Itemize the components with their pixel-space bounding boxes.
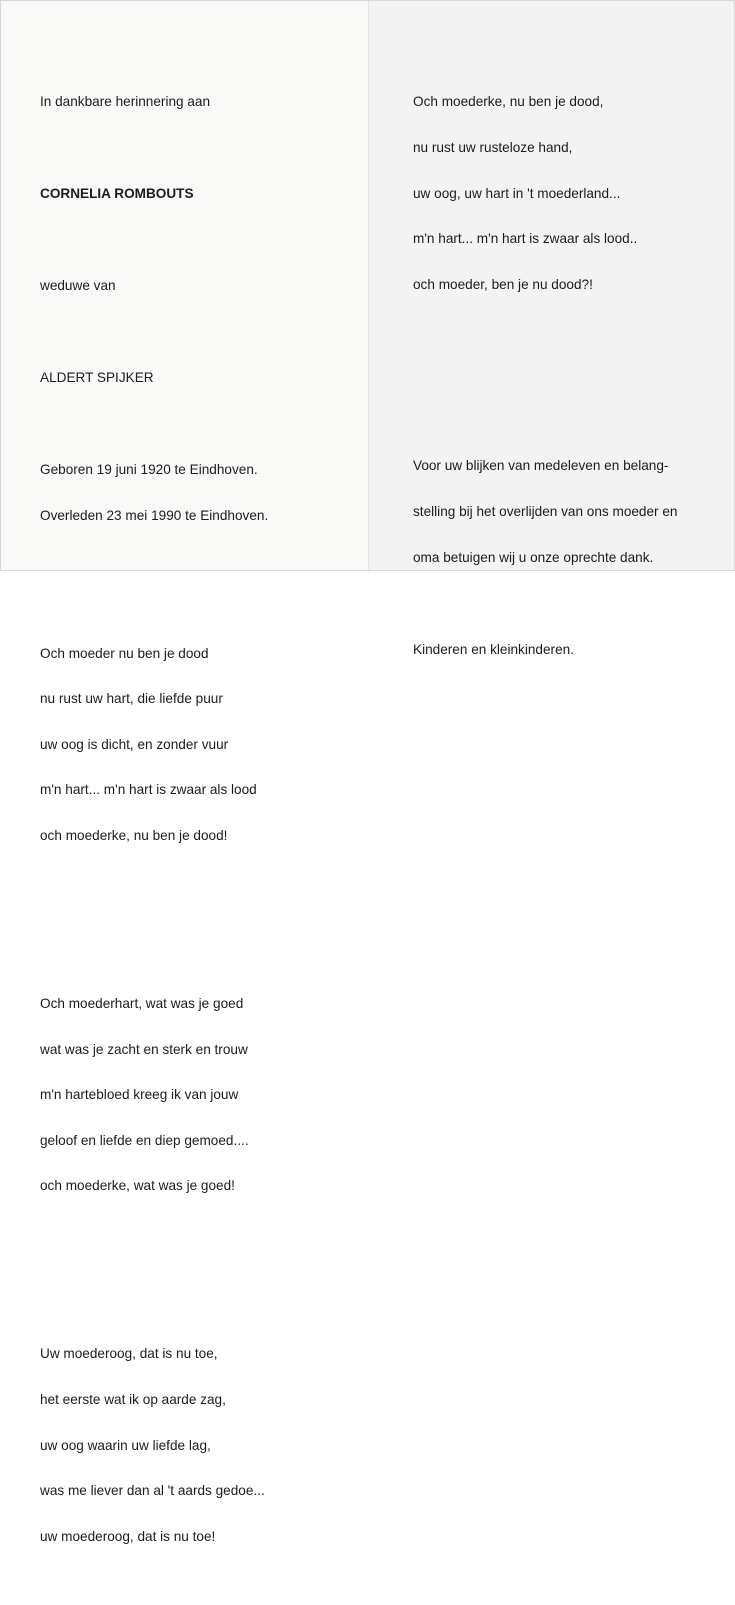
thanks-line: Voor uw blijken van medeleven en belang- [413,458,669,474]
signature-text: Kinderen en kleinkinderen. [413,641,574,657]
poem-line: Och moederhart, wat was je goed [40,996,244,1011]
poem-line: Uw moederoog, dat is nu toe, [40,1346,218,1362]
poem-line: m'n hart... m'n hart is zwaar als lood [40,782,257,798]
poem-line: och moederke, wat was je goed! [40,1178,235,1194]
deceased-name: CORNELIA ROMBOUTS [40,186,194,202]
poem-line: nu rust uw hart, die liefde puur [40,691,223,707]
thanks-line: stelling bij het overlijden van ons moeder en [413,504,678,519]
poem-line: geloof en liefde en diep gemoed.... [40,1132,249,1148]
poem-line: uw oog waarin uw liefde lag, [40,1437,211,1453]
poem-line: nu rust uw rusteloze hand, [413,140,573,155]
poem-line: uw oog, uw hart in 't moederland... [413,185,621,201]
poem-line: wat was je zacht en sterk en trouw [40,1041,248,1057]
poem-stanza-2 [40,966,268,1224]
poem-stanza-1 [40,615,268,873]
card-fold [368,1,369,570]
poem-line: och moeder, ben je nu dood?! [413,276,593,292]
birth-date: Geboren 19 juni 1920 te Eindhoven. [40,462,258,478]
poem-line: Och moeder nu ben je dood [40,645,209,661]
poem-line: uw moederoog, dat is nu toe! [40,1528,216,1544]
right-page-poem [413,64,637,322]
poem-line: m'n hartebloed kreeg ik van jouw [40,1087,239,1103]
thanks-section [413,428,677,687]
left-page-text [40,64,268,1605]
poem-line: Och moederke, nu ben je dood, [413,94,604,110]
spouse-name: ALDERT SPIJKER [40,370,154,386]
poem-line: het eerste wat ik op aarde zag, [40,1391,226,1407]
poem-line: was me liever dan al 't aards gedoe... [40,1483,265,1499]
intro-text: In dankbare herinnering aan [40,94,211,110]
poem-line: m'n hart... m'n hart is zwaar als lood.. [413,231,638,247]
thanks-line: oma betuigen wij u onze oprechte dank. [413,549,654,565]
poem-line: och moederke, nu ben je dood! [40,827,228,843]
widow-of-text: weduwe van [40,278,116,294]
poem-stanza-3 [40,1316,268,1574]
poem-line: uw oog is dicht, en zonder vuur [40,736,229,752]
death-date: Overleden 23 mei 1990 te Eindhoven. [40,508,269,523]
